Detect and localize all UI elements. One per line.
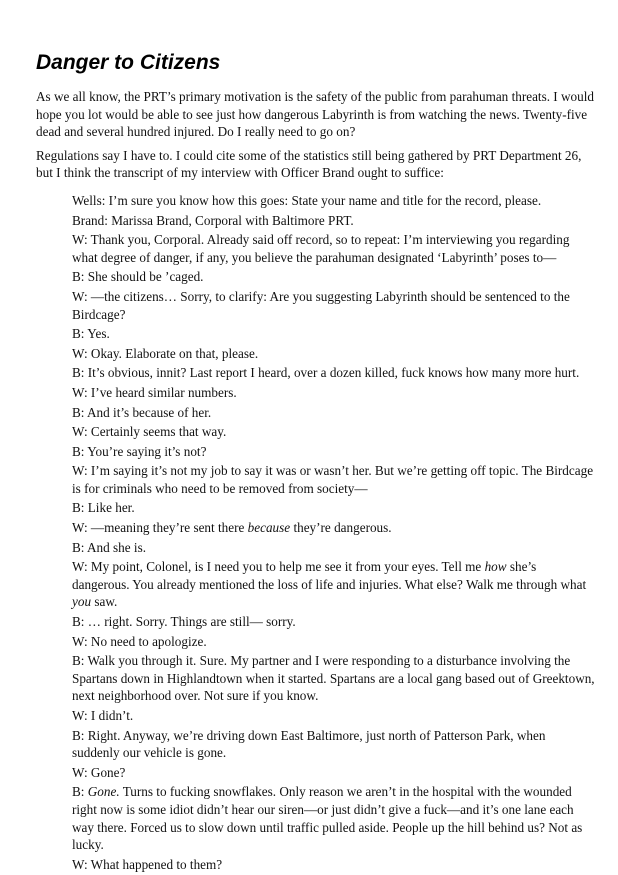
transcript-line: W: I’ve heard similar numbers. [72,384,237,400]
emphasis-text: how [484,559,507,575]
transcript-line: W: No need to apologize. [72,633,207,649]
text-run: they’re dangerous. [290,520,392,536]
section-title: Danger to Citizens [36,51,221,74]
transcript-line: W: Okay. Elaborate on that, please. [72,345,259,361]
transcript-line: W: Gone? [72,764,126,780]
intro-paragraph-2: Regulations say I have to. I could cite some of the statistics still being gathered by PRT Department 26, but I think the transcript of my interview with Officer Brand ought to suffice: [36,147,582,181]
emphasis-text: because [247,520,291,536]
transcript-line: W: I didn’t. [72,708,134,723]
transcript-line [72,519,596,537]
text-run: B: [72,784,88,800]
transcript-line: B: And it’s because of her. [72,404,212,420]
intro-paragraph-1: As we all know, the PRT’s primary motivation is the safety of the public from parahuman threats. I would hope you lot would be able to see just how dangerous Labyrinth is from watching the news. Twenty-five dead and several hundred injured. Do I really need to go on? [36,89,594,140]
transcript-line: B: And she is. [72,539,147,555]
transcript-line: B: It’s obvious, innit? Last report I heard, over a dozen killed, fuck knows how many more hurt. [72,365,580,381]
text-run: she’s dangerous. You already mentioned the loss of life and injuries. What else? Walk me through what [72,559,587,592]
transcript-line: B: Yes. [72,326,110,342]
emphasis-text: Gone. [87,784,120,800]
transcript-line: Brand: Marissa Brand, Corporal with Baltimore PRT. [72,212,354,228]
transcript-line: B: … right. Sorry. Things are still— sorry. [72,614,296,630]
transcript-line: B: She should be ’caged. [72,269,204,285]
transcript-line: B: You’re saying it’s not? [72,443,207,459]
transcript-line: B: Walk you through it. Sure. My partner and I were responding to a disturbance involving the Spartans down in Highlandtown when it started. Spartans are a local gang based out of Greektown, next neighborhood over. Not sure if you know. [72,653,595,704]
text-run: W: My point, Colonel, is I need you to help me see it from your eyes. Tell me [72,559,485,575]
transcript-line: W: Certainly seems that way. [72,424,227,440]
transcript-line: W: Thank you, Corporal. Already said off record, so to repeat: I’m interviewing you regarding what degree of danger, if any, you believe the parahuman designated ‘Labyrinth’ poses to— [72,232,570,265]
document-page [36,50,596,875]
transcript-line: B: Like her. [72,500,135,516]
emphasis-text: you [72,594,92,610]
transcript-line: W: —the citizens… Sorry, to clarify: Are you suggesting Labyrinth should be sentenced to the Birdcage? [72,288,570,322]
transcript-line: Wells: I’m sure you know how this goes: State your name and title for the record, please. [72,192,542,208]
transcript-line: W: I’m saying it’s not my job to say it was or wasn’t her. But we’re getting off topic. The Birdcage is for criminals who need to be removed from society— [72,463,594,496]
text-run: W: —meaning they’re sent there [72,520,248,536]
text-run: saw. [91,594,118,610]
transcript-line: B: Right. Anyway, we’re driving down East Baltimore, just north of Patterson Park, when suddenly our vehicle is gone. [72,727,546,761]
transcript-line [72,783,596,853]
transcript-line: W: What happened to them? [72,856,223,872]
interview-transcript [72,192,596,873]
transcript-line [72,558,596,611]
text-run: Turns to fucking snowflakes. Only reason we aren’t in the hospital with the wounded right now is some idiot didn’t hear our siren—or just didn’t give a fuck—and it’s one lane each way there. Forced us to slow down until traffic pulled aside. People up the hill behind us? Not as lucky. [72,784,583,853]
